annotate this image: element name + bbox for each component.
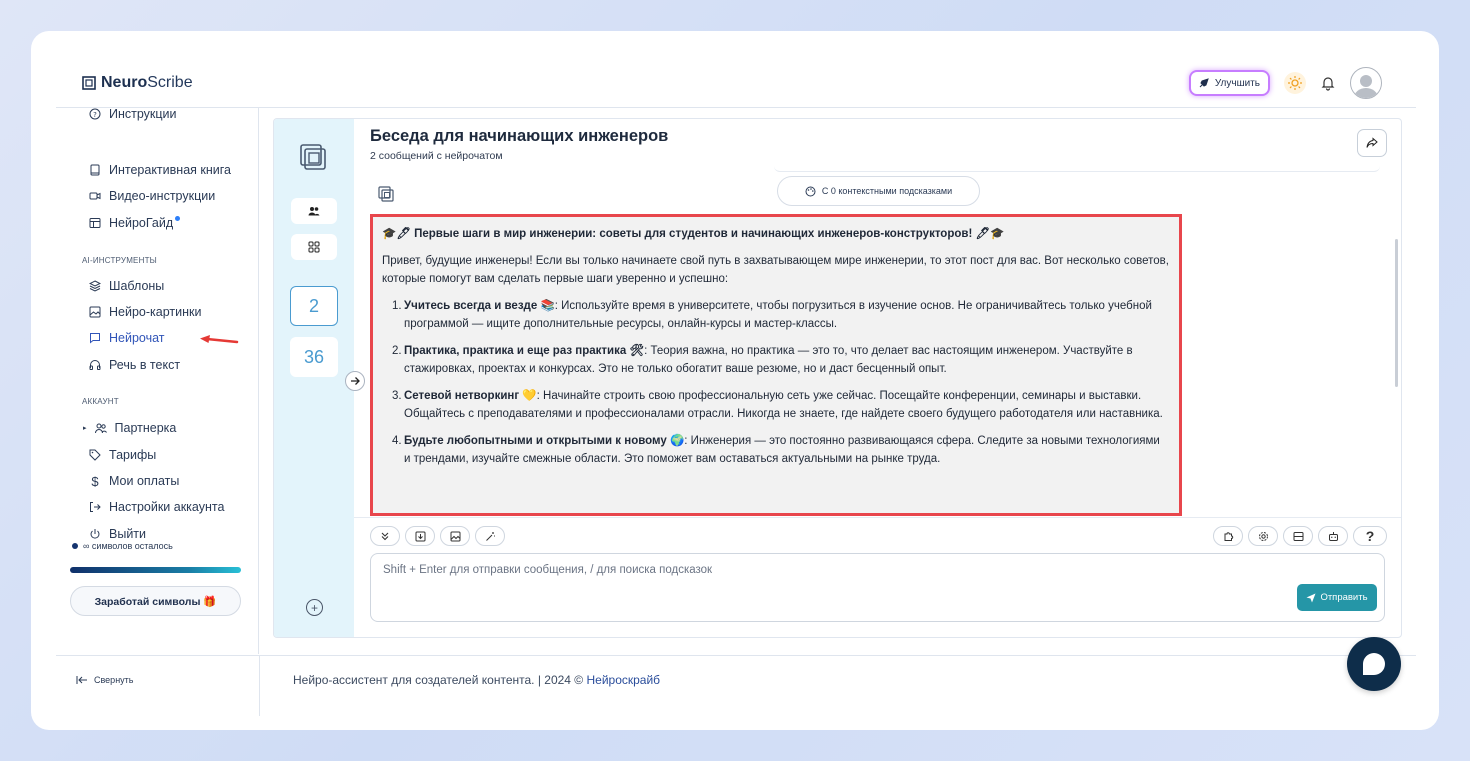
section-title-ai: AI-ИНСТРУМЕНТЫ	[82, 256, 157, 265]
right-toolbar	[1213, 526, 1387, 546]
list-item-text: : Начинайте строить свою профессиональную сеть уже сейчас. Посещайте конференции, семинары и выставки. Общайтесь с преподавателями и профессионалами отрасли. Никогда не знаете, где найдете своего будущего работодателя или наставника.	[404, 390, 1163, 420]
sidebar-item-label: Нейро-картинки	[109, 305, 202, 319]
upgrade-button[interactable]	[1189, 70, 1270, 96]
context-hints-button[interactable]	[777, 176, 980, 206]
earn-symbols-button[interactable]	[70, 586, 241, 616]
sidebar-item-label: Интерактивная книга	[109, 163, 231, 177]
message-input-container	[370, 553, 1385, 622]
header	[31, 31, 1439, 107]
chat-side-strip	[274, 119, 354, 638]
bot-button[interactable]	[1318, 526, 1348, 546]
list-item-title: Учитесь всегда и везде 📚	[404, 300, 555, 312]
sidebar-item-account-settings[interactable]	[89, 500, 224, 514]
sidebar-item-video[interactable]	[89, 189, 215, 203]
gear-icon	[1258, 531, 1269, 542]
sidebar-item-label: Нейрочат	[109, 331, 165, 345]
magic-wand-icon	[485, 531, 496, 542]
app-window	[31, 31, 1439, 730]
header-actions	[1189, 67, 1382, 99]
contacts-button[interactable]	[291, 198, 337, 224]
sidebar-item-payments[interactable]	[89, 474, 179, 488]
chevrons-down-icon	[380, 531, 390, 541]
sidebar-item-neurochat[interactable]	[89, 331, 165, 345]
list-item	[392, 342, 1169, 378]
send-button[interactable]	[1297, 584, 1377, 611]
previous-message-edge	[774, 166, 1380, 172]
list-item-number: 3.	[392, 390, 402, 402]
send-label: Отправить	[1320, 592, 1368, 603]
earn-symbols-label: Заработай символы 🎁	[94, 595, 217, 608]
context-hints-label: С 0 контекстными подсказками	[821, 186, 953, 196]
sidebar-item-partners[interactable]	[83, 421, 176, 435]
assistant-logo-icon	[378, 186, 394, 202]
logo-text-bold: Neuro	[101, 74, 148, 91]
plugin-button[interactable]	[1213, 526, 1243, 546]
plus-icon: +	[310, 600, 318, 615]
login-icon	[89, 501, 101, 513]
user-icon	[1352, 72, 1380, 98]
image-generate-button[interactable]	[440, 526, 470, 546]
footer	[293, 673, 660, 687]
theme-toggle[interactable]	[1284, 72, 1306, 94]
chevron-right-icon: ▸	[83, 425, 87, 432]
list-item-text: : Теория важна, но практика — это то, что делает вас настоящим инженером. Участвуйте в стажировках, проектах и конкурсах. Это не только обогатит ваше резюме, но и даст бесценный опыт.	[404, 345, 1133, 375]
magic-button[interactable]	[475, 526, 505, 546]
sidebar-item-interactive-book[interactable]	[89, 163, 231, 177]
chat-title: Беседа для начинающих инженеров	[370, 127, 669, 145]
assistant-message	[370, 214, 1182, 516]
logo-icon	[299, 143, 327, 171]
sidebar-item-tariffs[interactable]	[89, 448, 156, 462]
chat-icon	[89, 332, 101, 344]
footer-link[interactable]: Нейроскрайб	[586, 673, 661, 687]
share-icon	[1366, 137, 1378, 149]
footer-vertical-divider	[259, 656, 260, 716]
users-icon	[308, 206, 320, 216]
symbols-progress-bar	[70, 567, 241, 573]
sidebar-item-instructions[interactable]	[89, 107, 177, 121]
list-item	[392, 387, 1169, 423]
sidebar-item-label: НейроГайд	[109, 216, 174, 230]
chat-bubble-icon	[1363, 653, 1385, 675]
list-item-number: 1.	[392, 300, 402, 312]
image-icon	[89, 306, 101, 318]
list-item-text: : Инженерия — это постоянно развивающаяся сфера. Следите за новыми технологиями и трендами, изучайте смежные области. Это поможет вам оставаться актуальными на рынке труда.	[404, 435, 1160, 465]
collapse-label: Свернуть	[94, 675, 134, 685]
layers-icon	[89, 280, 101, 292]
headphones-icon	[89, 359, 101, 371]
sidebar-item-neuro-images[interactable]	[89, 305, 201, 319]
book-icon	[89, 164, 101, 176]
left-toolbar	[370, 526, 505, 546]
chat-counter[interactable]: 36	[290, 337, 338, 377]
sidebar-item-speech-to-text[interactable]	[89, 358, 180, 372]
expand-button[interactable]	[345, 371, 365, 391]
list-item-number: 4.	[392, 435, 402, 447]
support-chat-button[interactable]	[1347, 637, 1401, 691]
list-item-title: Практика, практика и еще раз практика 🛠	[404, 345, 645, 357]
chat-panel	[273, 118, 1402, 638]
layout-button[interactable]	[1283, 526, 1313, 546]
avatar[interactable]	[1350, 67, 1382, 99]
power-icon	[89, 528, 101, 540]
sun-icon	[1287, 75, 1303, 91]
list-item	[392, 432, 1169, 468]
bell-icon[interactable]	[1320, 75, 1336, 91]
share-button[interactable]	[1357, 129, 1387, 157]
sidebar-item-templates[interactable]	[89, 279, 164, 293]
sidebar-item-label: Тарифы	[109, 448, 157, 462]
status-dot	[72, 543, 78, 549]
sidebar-item-label: Мои оплаты	[109, 474, 180, 488]
rocket-icon	[1199, 78, 1209, 88]
sidebar	[56, 108, 259, 654]
puzzle-icon	[1223, 531, 1234, 542]
apps-button[interactable]	[291, 234, 337, 260]
new-badge	[175, 216, 180, 221]
upload-button[interactable]	[405, 526, 435, 546]
logo[interactable]	[82, 74, 193, 92]
message-scrollbar[interactable]	[1395, 239, 1398, 387]
settings-button[interactable]	[1248, 526, 1278, 546]
symbols-label: ∞ символов осталось	[83, 541, 173, 551]
annotation-arrow-icon	[199, 335, 239, 347]
sidebar-item-label: Видео-инструкции	[109, 189, 216, 203]
sidebar-item-logout[interactable]	[89, 527, 146, 541]
upgrade-label: Улучшить	[1214, 77, 1260, 89]
sidebar-item-label: Партнерка	[114, 421, 177, 435]
symbols-progress-fill	[70, 567, 241, 573]
list-item-text: : Используйте время в университете, чтобы погрузиться в изучение основ. Не ограничивайтесь только учебной программой — ищите дополнительные ресурсы, онлайн-курсы и мастер-классы.	[404, 300, 1152, 330]
input-divider	[354, 517, 1402, 518]
message-intro: Привет, будущие инженеры! Если вы только начинаете свой путь в захватывающем мире инженерии, то этот пост для вас. Вот несколько советов, которые помогут вам сделать первые шаги уверенно и успешно:	[382, 255, 1169, 285]
sidebar-item-label: Шаблоны	[109, 279, 165, 293]
message-list	[382, 297, 1169, 468]
collapse-toolbar-button[interactable]	[370, 526, 400, 546]
layout-icon	[1293, 531, 1304, 542]
svg-text:?: ?	[93, 111, 97, 119]
chat-subtitle: 2 сообщений с нейрочатом	[370, 150, 503, 162]
send-icon	[1306, 593, 1316, 603]
sidebar-item-label: Речь в текст	[109, 358, 181, 372]
upload-icon	[415, 531, 426, 542]
image-icon	[450, 531, 461, 542]
video-icon	[89, 190, 101, 202]
header-divider	[56, 107, 1416, 108]
list-item-title: Будьте любопытными и открытыми к новому 🌍	[404, 435, 685, 447]
message-input[interactable]	[383, 564, 1283, 604]
list-item-number: 2.	[392, 345, 402, 357]
palette-icon	[805, 186, 816, 197]
footer-text: Нейро-ассистент для создателей контента. | 2024 ©	[293, 673, 587, 687]
list-item	[392, 297, 1169, 333]
section-title-account: АККАУНТ	[82, 397, 119, 406]
help-button[interactable]: ?	[1353, 526, 1387, 546]
list-item-title: Сетевой нетворкинг 💛	[404, 390, 537, 402]
chat-counter-selected[interactable]: 2	[290, 286, 338, 326]
arrow-right-icon	[350, 376, 360, 386]
message-heading: 🎓🖊 Первые шаги в мир инженерии: советы для студентов и начинающих инженеров-конструкторов! 🖊🎓	[382, 228, 1005, 240]
logo-text: Scribe	[147, 74, 193, 91]
grid-icon	[308, 241, 320, 253]
sidebar-item-label: Инструкции	[109, 107, 177, 121]
dollar-icon: $	[91, 473, 99, 489]
question-circle-icon	[89, 108, 101, 120]
logo-icon	[82, 76, 96, 90]
collapse-sidebar-button[interactable]	[76, 675, 133, 685]
robot-icon	[1328, 531, 1339, 542]
footer-divider	[56, 655, 1416, 656]
guide-icon	[89, 217, 101, 229]
users-icon	[95, 422, 107, 434]
sidebar-item-label: Настройки аккаунта	[109, 500, 225, 514]
sidebar-item-label: Выйти	[109, 527, 147, 541]
collapse-icon	[76, 675, 88, 685]
add-chat-button[interactable]	[306, 599, 323, 616]
tag-icon	[89, 449, 101, 461]
sidebar-item-neuroguide[interactable]	[89, 216, 180, 230]
symbols-remaining	[72, 541, 173, 551]
